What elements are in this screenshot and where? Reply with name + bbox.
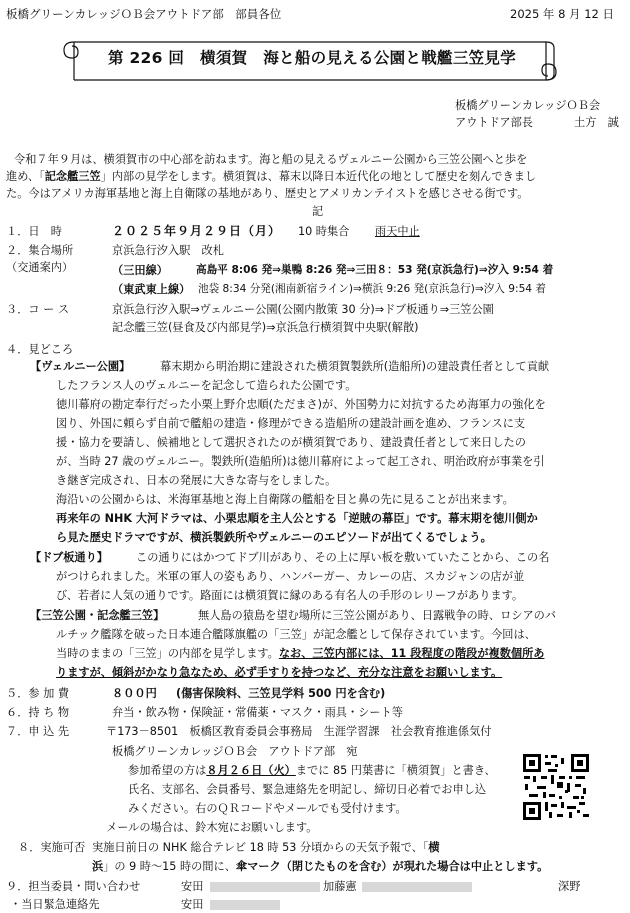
apply-line-4: メールの場合は、鈴木宛にお願いします。 [106,821,318,834]
dobuita-line-3: び、若者に人気の通りです。路面には横須賀に縁のある有名人の手形のレリーフがあります。 [56,589,524,602]
verny-line-2: したフランス人のヴェルニーを記念して造られた公園です。 [56,379,357,392]
verny-line-8: 海沿いの公園からは、米海軍基地と海上自衛隊の艦船を目と鼻の先に見ることが出来ます。 [56,493,514,506]
verny-heading: 【ヴェルニー公園】 [30,360,131,373]
apply-destination: 板橋グリーンカレッジＯＢ会 アウトドア部 宛 [112,745,358,758]
mikasa-line-3: 当時のままの「三笠」の内部を見学します。なお、三笠内部には、11 段程度の階段が複数個所あ [56,647,545,660]
rain-cancel-note: 雨天中止 [375,225,420,238]
apply-line-1: 参加希望の方は８月２６日（火）までに 85 円葉書に「横須賀」と書き、 [128,764,496,777]
apply-line-2: 氏名、支部名、会員番号、緊急連絡先を明記し、締切日必着でお申し込 [128,783,487,796]
meeting-place: 京浜急行汐入駅 改札 [112,244,224,257]
course-line-2: 記念艦三笠(昼食及び内部見学)⇒京浜急行横須賀中央駅(解散) [112,321,419,334]
verny-line-4: 図り、外国に頼らず自前で艦船の建造・修理ができる造船所の建設計画を進め、フランスに支 [56,417,526,430]
section-4: ４．見どころ [6,343,74,356]
verny-line-6: が、当時 27 歳のヴェルニー。製鉄所(造船所)は徳川幕府によって起工され、明治政府が事業を引 [56,455,545,468]
meeting-time: 10 時集合 [298,225,350,238]
verny-line-1: 幕末期から明治期に建設された横須賀製鉄所(造船所)の建設責任者として貢献 [160,360,550,373]
sender-org: 板橋グリーンカレッジＯＢ会 [455,99,601,112]
issue-date: 2025 年 8 月 12 日 [510,7,614,21]
fee-note: (傷害保険料、三笠見学料 500 円を含む) [176,687,386,700]
mikasa-line-2: ルチック艦隊を破った日本連合艦隊旗艦の「三笠」が記念艦として保存されています。今回は、 [56,628,536,641]
verny-line-5: 援・協力を要請し、候補地として選択されたのが横須賀であり、建設責任者として来日したの [56,436,526,449]
intro-line-1: 令和７年９月は、横須賀市の中心部を訪ねます。海と船の見えるヴェルニー公園から三笠公園へと歩を [14,153,528,166]
emergency-contact: ・当日緊急連絡先 [10,898,100,911]
mita-line-route: 高島平 8:06 発⇒巣鴨 8:26 発⇒三田８：53 発(京浜急行)⇒汐入 9:54 着 [196,264,554,276]
section-5: ５．参 加 費 [6,687,70,700]
section-2: ２．集合場所 [6,244,74,257]
section-1: １．日 時 [6,225,62,238]
contact-name-3: 深野 [558,880,581,893]
tobu-line-route: 池袋 8:34 分発(湘南新宿ライン)⇒横浜 9:26 発(京浜急行)⇒汐入 9:54 着 [198,283,547,295]
dobuita-line-1: この通りにはかつてドブ川があり、その上に厚い板を敷いていたことから、この名 [136,551,550,564]
section-6: ６．持 ち 物 [6,706,70,719]
page-title: 第 226 回 横須賀 海と船の見える公園と戦艦三笠見学 [107,49,517,67]
redacted-phone-1 [210,882,320,892]
fee-amount: ８００円 [112,687,157,700]
verny-line-7: き継ぎ完成され、日本の発展に大きな寄与をしました。 [56,474,337,487]
emergency-name: 安田 [181,898,204,911]
mikasa-heading: 【三笠公園・記念艦三笠】 [30,609,165,622]
tobu-line-label: （東武東上線） [112,283,191,296]
section-9: ９．担当委員・問い合わせ [6,880,141,893]
sender-role: アウトドア部長 [455,116,533,129]
intro-line-2: 進め、「記念艦三笠」内部の見学をします。横須賀は、幕末以降日本近代化の地として歴史を刻んできまし [6,170,537,183]
contact-name-1: 安田 [181,880,204,893]
addressee: 板橋グリーンカレッジＯＢ会アウトドア部 部員各位 [6,7,282,21]
verny-line-3: 徳川幕府の勘定奉行だった小栗上野介忠順(ただまさ)が、外国勢力に対抗するため海軍力の強化を [56,398,546,411]
intro-line-3: た。今はアメリカ海軍基地と海上自衛隊の基地があり、歴史とアメリカンテイストを感じさせる街です。 [6,187,529,200]
go-nogo-line-2: 浜」の 9 時～15 時の間に、傘マーク（閉じたものを含む）が現れた場合は中止とします。 [92,860,549,873]
sender-name: 土方 誠 [574,116,619,129]
apply-address: 〒173－8501 板橋区教育委員会事務局 生涯学習課 社会教育推進係気付 [106,725,492,738]
verny-line-10: ら見た歴史ドラマですが、横浜製鉄所やヴェルニーのエピソードが出てくるでしょう。 [56,531,492,544]
course-line-1: 京浜急行汐入駅⇒ヴェルニー公園(公園内散策 30 分)⇒ドブ板通り⇒三笠公園 [112,303,494,316]
dobuita-line-2: がつけられました。米軍の軍人の姿もあり、ハンバーガー、カレーの店、スカジャンの店が並 [56,570,525,583]
mikasa-line-4: りますが、傾斜がかなり急なため、必ず手すりを持つなど、充分な注意をお願いします。 [56,666,503,679]
section-8: ８．実施可否 [18,841,86,854]
belongings: 弁当・飲み物・保険証・常備薬・マスク・雨具・シート等 [112,706,403,719]
mita-line-label: （三田線） [112,264,168,277]
mikasa-line-1: 無人島の猿島を望む場所に三笠公園があり、日露戦争の時、ロシアのバ [198,609,557,622]
contact-name-2: 加藤憲 [323,880,357,893]
verny-line-9: 再来年の NHK 大河ドラマは、小栗忠順を主人公とする「逆賊の幕臣」です。幕末期を徳川側か [56,512,538,525]
redacted-phone-3 [210,900,280,910]
dobuita-heading: 【ドブ板通り】 [30,551,108,564]
event-date: ２０２５年９月２９日（月） [112,224,282,238]
ki-heading: 記 [312,205,324,218]
redacted-phone-2 [362,882,472,892]
section-3: ３．コ ー ス [6,303,70,316]
qr-code[interactable] [521,752,591,822]
go-nogo-line-1: 実施日前日の NHK 総合テレビ 18 時 53 分頃からの天気予報で、「横 [92,841,440,854]
transit-guide-label: （交通案内） [6,261,74,274]
apply-line-3: みください。右のＱＲコードやメールでも受付けます。 [128,802,407,815]
title-banner [60,36,560,84]
section-7: ７．申 込 先 [6,725,70,738]
